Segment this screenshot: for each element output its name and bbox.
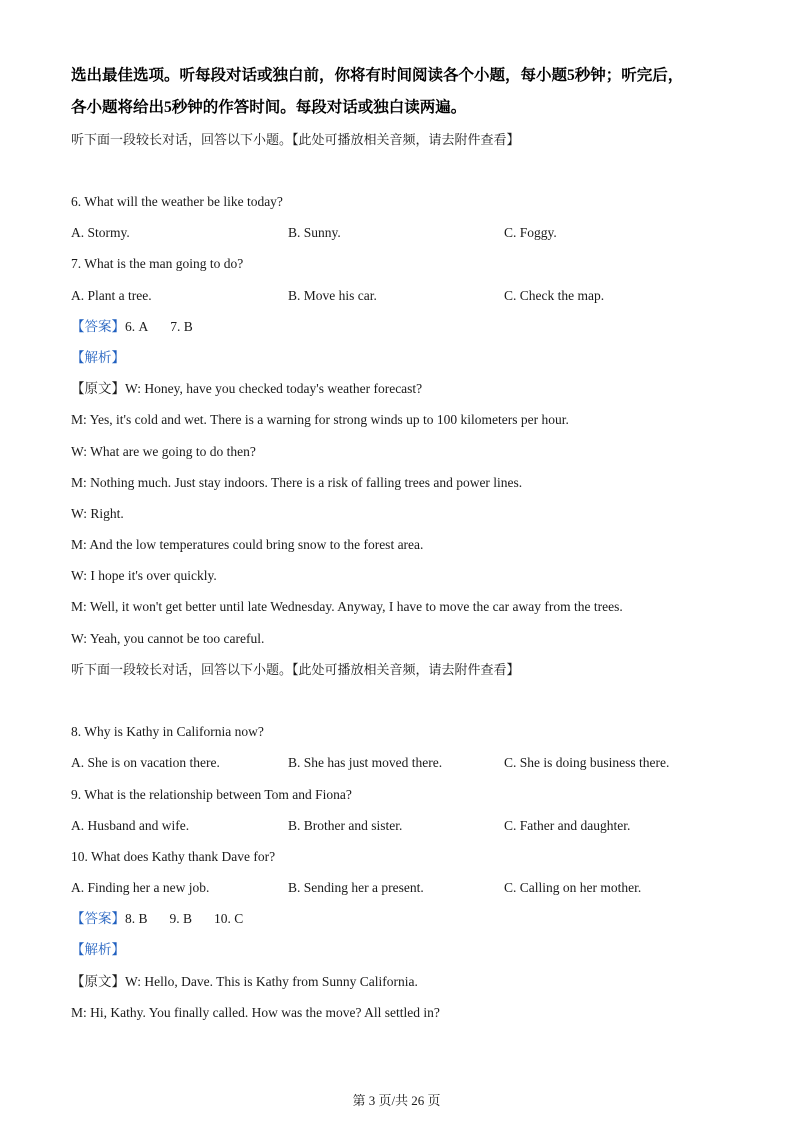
question-7-stem: 7. What is the man going to do? xyxy=(71,256,244,271)
transcript-line xyxy=(71,973,418,991)
listen-note-2: 听下面一段较长对话，回答以下小题。【此处可播放相关音频，请去附件查看】 xyxy=(71,662,520,677)
transcript-line: M: Yes, it's cold and wet. There is a warning for strong winds up to 100 kilometers per hour. xyxy=(71,412,569,427)
q8-option-a: A. She is on vacation there. xyxy=(71,755,220,770)
answer-tag: 【答案】 xyxy=(71,911,125,926)
original-tag: 【原文】 xyxy=(71,974,125,989)
answer-item: 10. C xyxy=(214,911,244,926)
q8-option-c: C. She is doing business there. xyxy=(504,755,670,770)
q10-option-c: C. Calling on her mother. xyxy=(504,880,642,895)
q6-option-b: B. Sunny. xyxy=(288,225,341,240)
question-9-stem: 9. What is the relationship between Tom and Fiona? xyxy=(71,787,352,802)
answer-row-2 xyxy=(71,910,243,928)
q8-option-b: B. She has just moved there. xyxy=(288,755,443,770)
q9-option-a: A. Husband and wife. xyxy=(71,818,190,833)
answer-tag: 【答案】 xyxy=(71,319,125,334)
page-footer: 第 3 页/共 26 页 xyxy=(352,1093,441,1108)
q9-option-b: B. Brother and sister. xyxy=(288,818,403,833)
question-8-stem: 8. Why is Kathy in California now? xyxy=(71,724,264,739)
answer-item: 6. A xyxy=(125,319,149,334)
transcript-line: W: Yeah, you cannot be too careful. xyxy=(71,631,265,646)
transcript-line: M: Well, it won't get better until late Wednesday. Anyway, I have to move the car away from the trees. xyxy=(71,599,623,614)
answer-row-1 xyxy=(71,318,193,336)
transcript-line: M: Nothing much. Just stay indoors. There is a risk of falling trees and power lines. xyxy=(71,475,523,490)
q6-option-a: A. Stormy. xyxy=(71,225,130,240)
q10-option-a: A. Finding her a new job. xyxy=(71,880,210,895)
transcript-text: W: Honey, have you checked today's weather forecast? xyxy=(125,381,423,396)
original-tag: 【原文】 xyxy=(71,381,125,396)
answer-item: 8. B xyxy=(125,911,148,926)
answer-item: 7. B xyxy=(170,319,193,334)
q7-option-c: C. Check the map. xyxy=(504,288,605,303)
analysis-tag-2: 【解析】 xyxy=(71,942,125,957)
transcript-line: W: What are we going to do then? xyxy=(71,444,256,459)
q6-option-c: C. Foggy. xyxy=(504,225,557,240)
instruction-line-1: 选出最佳选项。听每段对话或独白前，你将有时间阅读各个小题，每小题5秒钟；听完后， xyxy=(71,67,684,84)
q10-option-b: B. Sending her a present. xyxy=(288,880,424,895)
q9-option-c: C. Father and daughter. xyxy=(504,818,631,833)
question-6-stem: 6. What will the weather be like today? xyxy=(71,194,283,209)
transcript-line: M: And the low temperatures could bring snow to the forest area. xyxy=(71,537,424,552)
transcript-line: M: Hi, Kathy. You finally called. How was the move? All settled in? xyxy=(71,1005,440,1020)
q7-option-a: A. Plant a tree. xyxy=(71,288,152,303)
listen-note-1: 听下面一段较长对话，回答以下小题。【此处可播放相关音频，请去附件查看】 xyxy=(71,132,520,147)
transcript-line: W: Right. xyxy=(71,506,124,521)
instruction-line-2: 各小题将给出5秒钟的作答时间。每段对话或独白读两遍。 xyxy=(71,99,467,116)
q7-option-b: B. Move his car. xyxy=(288,288,377,303)
analysis-tag-1: 【解析】 xyxy=(71,350,125,365)
answer-item: 9. B xyxy=(169,911,193,926)
transcript-line xyxy=(71,380,422,398)
transcript-text: W: Hello, Dave. This is Kathy from Sunny California. xyxy=(125,974,418,989)
question-10-stem: 10. What does Kathy thank Dave for? xyxy=(71,849,276,864)
transcript-line: W: I hope it's over quickly. xyxy=(71,568,217,583)
